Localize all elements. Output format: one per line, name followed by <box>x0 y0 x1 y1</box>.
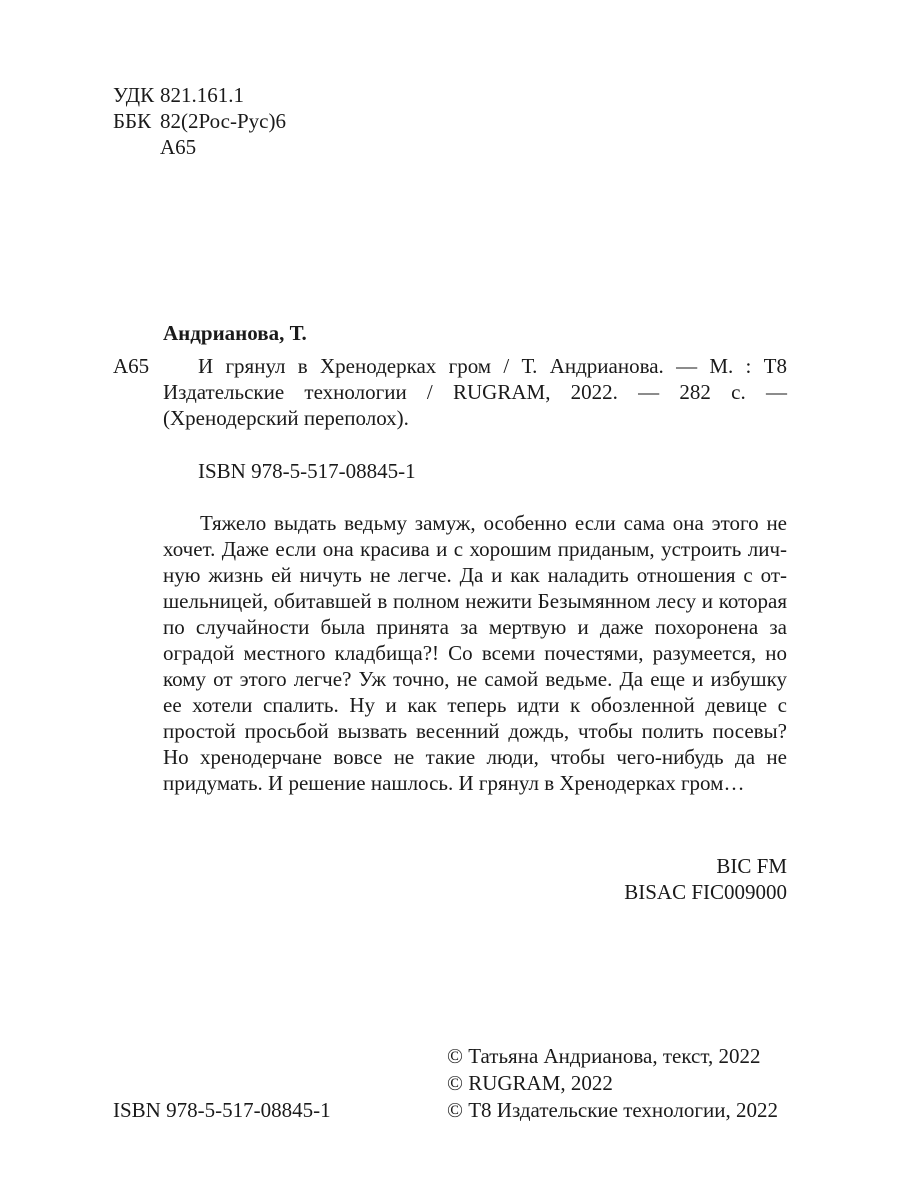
udk-label: УДК <box>113 83 155 107</box>
subject-codes <box>624 853 787 905</box>
copyright-block <box>447 1043 778 1124</box>
catalog-author: Андрианова, Т. <box>163 321 307 345</box>
copyright-line: © RUGRAM, 2022 <box>447 1071 613 1095</box>
bisac-code: BISAC FIC009000 <box>624 880 787 904</box>
isbn-bottom: ISBN 978-5-517-08845-1 <box>113 1098 331 1122</box>
author-mark: А65 <box>160 135 197 159</box>
annotation-paragraph: Тяжело выдать ведьму замуж, особенно если сама она этого не хочет. Даже если она красива и с хорошим приданым, устроить личную жизнь ей ничуть не легче. Да и как наладить отношения с отшельницей, обитавшей в полном нежити Безымянном лесу и которая по случайности была принята за мертвую и даже похоронена за оградой местного кладбища?! Со всеми почестями, разумеется, но кому от этого легче? Уж точно, не самой ведьме. Да еще и избушку ее хотели спалить. Ну и как теперь идти к обозленной девице с простой просьбой вызвать весенний дождь, чтобы полить посевы? Но хренодерчане вовсе не такие люди, чтобы чего-нибудь да не придумать. И решение нашлось. И грянул в Хренодерках гром… <box>163 511 787 795</box>
copyright-line: © Татьяна Андрианова, текст, 2022 <box>447 1044 761 1068</box>
bbk-row <box>113 108 286 134</box>
catalog-description: И грянул в Хренодерках гром / Т. Андрианова. — М. : Т8 Издательские технологии / RUGRAM, 2022. — 282 с. — (Хренодерский переполох). <box>163 354 787 430</box>
copyright-line: © Т8 Издательские технологии, 2022 <box>447 1098 778 1122</box>
bic-code: BIC FM <box>716 854 787 878</box>
udk-row <box>113 82 286 108</box>
catalog-code: А65 <box>113 354 150 378</box>
catalog-isbn: ISBN 978-5-517-08845-1 <box>198 459 416 483</box>
classification-block <box>113 82 286 160</box>
bbk-label: ББК <box>113 109 152 133</box>
udk-value: 821.161.1 <box>160 83 244 107</box>
bbk-value: 82(2Рос-Рус)6 <box>160 109 286 133</box>
